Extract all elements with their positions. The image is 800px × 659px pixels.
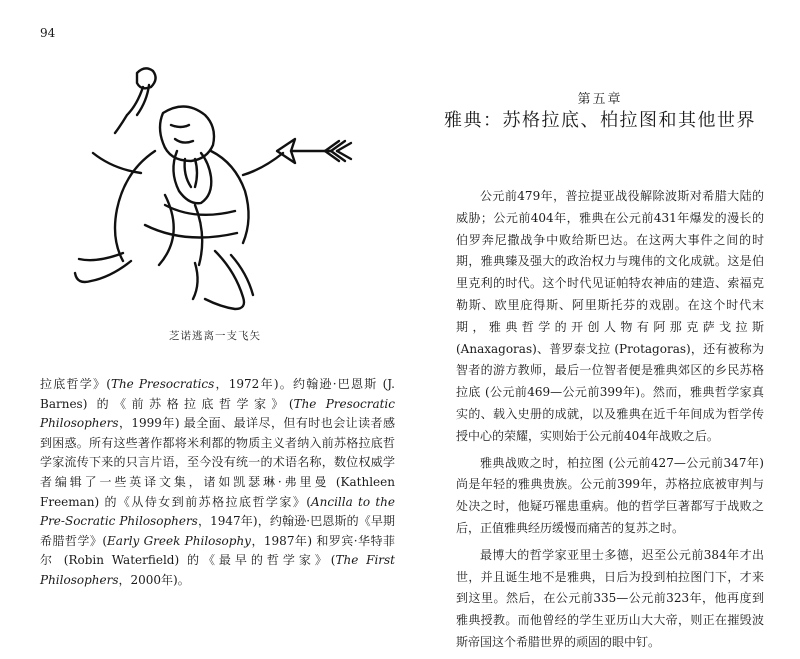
text-run: ，1999年) 最全面、最详尽，但有时也会让读者感到困惑。所有这些著作都将米利都的物质主义者纳入前苏格拉底哲学家流传下来的只言片语，至今没有统一的术语名称，数位权威学者编辑了一些英译文集，诸如凯瑟琳·弗里曼 (Kathleen Freeman) 的《从侍女到前苏格拉底哲学家》( — [40, 416, 395, 509]
chapter-title: 雅典：苏格拉底、柏拉图和其他世界 — [444, 110, 756, 131]
page-number: 94 — [40, 26, 56, 40]
left-body-text — [40, 375, 395, 591]
text-run-italic: The First Philosophers — [40, 553, 395, 587]
text-run-italic: Early Greek Philosophy — [107, 533, 251, 548]
text-run: ，1987年) 和罗宾·华特菲尔 (Robin Waterfield) 的《最早的哲学家》( — [40, 533, 396, 568]
paragraph: 最博大的哲学家亚里士多德，迟至公元前384年才出世，并且诞生地不是雅典，日后为投到柏拉图门下，才来到这里。然后，在公元前335—公元前323年，他再度到雅典授教。而他曾经的学生亚历山大大帝，则正在摧毁波斯帝国这个希腊世界的顽固的眼中钉。 — [456, 547, 764, 649]
chapter-label: 第五章 — [577, 92, 623, 107]
text-run-italic: The Presocratics — [110, 377, 215, 391]
figure-fleeing-arrow-sketch-icon — [45, 55, 375, 315]
figure-caption: 芝诺逃离一支飞矢 — [169, 330, 261, 342]
text-run-italic: The Presocratic Philosophers — [40, 396, 395, 431]
text-run: 拉底哲学》( — [40, 377, 111, 391]
text-run-italic: Ancilla to the Pre-Socratic Philosophers — [40, 494, 395, 529]
text-run: ，2000年)。 — [118, 572, 190, 587]
paragraph: 雅典战败之时，柏拉图 (公元前427—公元前347年) 尚是年轻的雅典贵族。公元前399年，苏格拉底被审判与处决之时，他疑巧罹患重病。他的哲学巨著都写于战败之后，正值雅典经历缓慢而痛苦的复苏之时。 — [456, 455, 764, 535]
text-run: ，1947年)，约翰逊·巴恩斯的《早期希腊哲学》( — [40, 514, 395, 548]
text-run: ，1972年)。约翰逊·巴恩斯 (J. Barnes) 的《前苏格拉底哲学家》( — [40, 377, 395, 411]
right-body-text — [456, 186, 764, 659]
paragraph: 公元前479年，普拉提亚战役解除波斯对希腊大陆的威胁；公元前404年，雅典在公元前431年爆发的漫长的伯罗奔尼撒战争中败给斯巴达。在这两大事件之间的时期，雅典臻及强大的政治权力与瑰伟的文化成就。这是伯里克利的时代。这个时代见证帕特农神庙的建造、索福克勒斯、欧里庇得斯、阿里斯托芬的戏剧。在这个时代末期，雅典哲学的开创人物有阿那克萨戈拉斯 (Anaxagoras)、普罗泰戈拉 (Protagoras)，还有被称为智者的游方教师，最后一位智者便是雅典郊区的乡民苏格拉底 (公元前469—公元前399年)。然而，雅典哲学家真实的、载入史册的成就，以及雅典在近千年间成为哲学传授中心的荣耀，实则始于公元前404年战败之后。 — [456, 189, 764, 443]
